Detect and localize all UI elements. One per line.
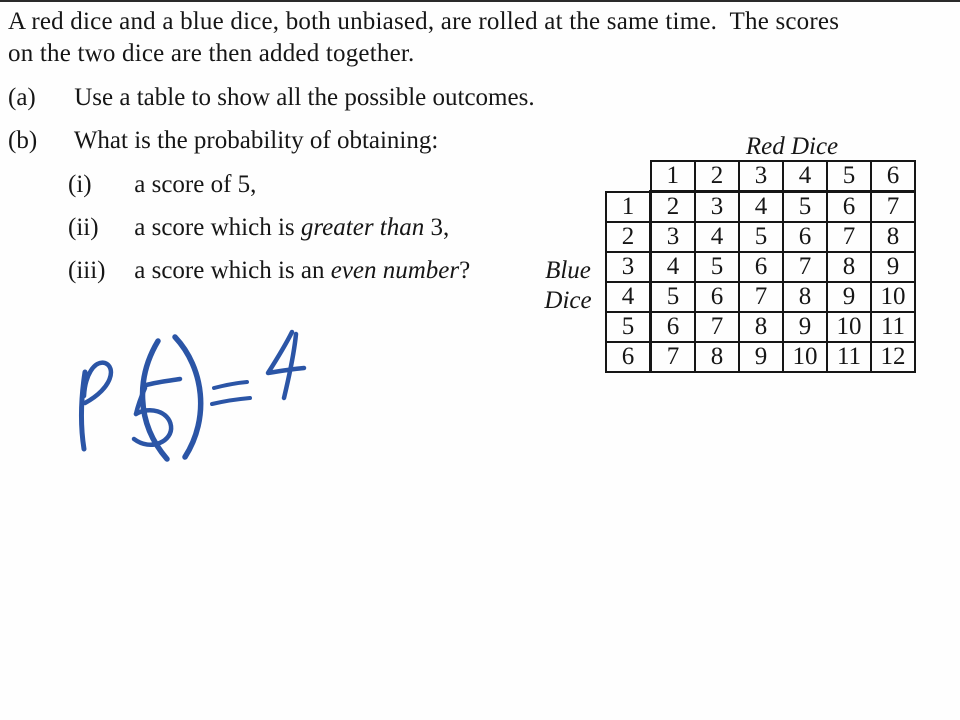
part-a — [8, 84, 535, 112]
item-iii-text: a score which is an even number? — [134, 257, 471, 284]
outcome-cell: 6 — [827, 192, 871, 223]
hw-close-paren — [175, 337, 201, 457]
outcome-cell: 10 — [783, 342, 827, 372]
outcomes-table — [605, 160, 916, 373]
red-dice-col-header: 2 — [695, 161, 739, 192]
blue-dice-row-header: 6 — [606, 342, 651, 372]
outcome-cell: 10 — [827, 312, 871, 342]
hw-equals-top — [214, 382, 247, 388]
part-b-item-iii — [68, 257, 470, 285]
hw-p-loop — [84, 363, 111, 403]
outcome-cell: 9 — [827, 282, 871, 312]
hw-equals-bottom — [212, 398, 250, 404]
outcome-cell: 6 — [695, 282, 739, 312]
outcome-cell: 7 — [739, 282, 783, 312]
blue-dice-row-header: 1 — [606, 192, 651, 223]
top-edge-line — [0, 0, 960, 2]
item-i-label: (i) — [68, 171, 92, 198]
red-dice-col-header: 3 — [739, 161, 783, 192]
hw-five-top — [143, 379, 180, 386]
outcome-cell: 7 — [695, 312, 739, 342]
problem-line-1: A red dice and a blue dice, both unbiased, are rolled at the same time. The scores — [8, 8, 840, 35]
part-b — [8, 127, 438, 155]
outcome-cell: 11 — [827, 342, 871, 372]
outcome-cell: 6 — [739, 252, 783, 282]
outcome-cell: 8 — [783, 282, 827, 312]
part-b-item-i — [68, 171, 256, 199]
outcome-cell: 11 — [871, 312, 915, 342]
outcome-cell: 5 — [651, 282, 696, 312]
outcome-cell: 3 — [695, 192, 739, 223]
outcome-cell: 8 — [739, 312, 783, 342]
outcome-cell: 5 — [695, 252, 739, 282]
blue-dice-row-header: 5 — [606, 312, 651, 342]
blue-dice-label-line1: Blue — [545, 257, 591, 284]
outcome-cell: 8 — [695, 342, 739, 372]
outcome-cell: 9 — [783, 312, 827, 342]
blue-dice-label-line2: Dice — [544, 287, 592, 314]
red-dice-col-header: 6 — [871, 161, 915, 192]
item-ii-text: a score which is greater than 3, — [134, 214, 450, 241]
part-b-item-ii — [68, 214, 449, 242]
hw-four-diagonal — [268, 332, 304, 373]
outcome-cell: 10 — [871, 282, 915, 312]
part-a-text: Use a table to show all the possible outcomes. — [74, 84, 535, 111]
part-b-label: (b) — [8, 127, 38, 154]
outcome-cell: 2 — [651, 192, 696, 223]
outcome-cell: 12 — [871, 342, 915, 372]
part-b-text: What is the probability of obtaining: — [73, 127, 439, 154]
outcome-cell: 8 — [827, 252, 871, 282]
blue-dice-row-header: 2 — [606, 222, 651, 252]
outcome-cell: 7 — [783, 252, 827, 282]
problem-line-2: on the two dice are then added together. — [8, 40, 415, 67]
item-i-text: a score of 5, — [134, 171, 257, 198]
red-dice-title: Red Dice — [745, 133, 839, 160]
outcome-cell: 6 — [651, 312, 696, 342]
outcome-cell: 5 — [739, 222, 783, 252]
outcome-cell: 4 — [695, 222, 739, 252]
table-corner-blank — [606, 161, 651, 192]
red-dice-col-header: 5 — [827, 161, 871, 192]
outcome-cell: 8 — [871, 222, 915, 252]
outcome-cell: 7 — [651, 342, 696, 372]
red-dice-col-header: 4 — [783, 161, 827, 192]
outcome-cell: 7 — [871, 192, 915, 223]
handwritten-annotation — [58, 322, 328, 472]
item-ii-label: (ii) — [68, 214, 99, 241]
outcome-cell: 9 — [739, 342, 783, 372]
outcome-cell: 7 — [827, 222, 871, 252]
outcome-cell: 3 — [651, 222, 696, 252]
outcome-cell: 4 — [651, 252, 696, 282]
blue-dice-row-header: 4 — [606, 282, 651, 312]
item-iii-label: (iii) — [68, 257, 106, 284]
outcome-cell: 6 — [783, 222, 827, 252]
outcome-cell: 4 — [739, 192, 783, 223]
blue-dice-row-header: 3 — [606, 252, 651, 282]
outcome-cell: 9 — [871, 252, 915, 282]
red-dice-col-header: 1 — [651, 161, 696, 192]
blue-dice-label — [536, 256, 600, 316]
outcome-cell: 5 — [783, 192, 827, 223]
part-a-label: (a) — [8, 84, 36, 111]
